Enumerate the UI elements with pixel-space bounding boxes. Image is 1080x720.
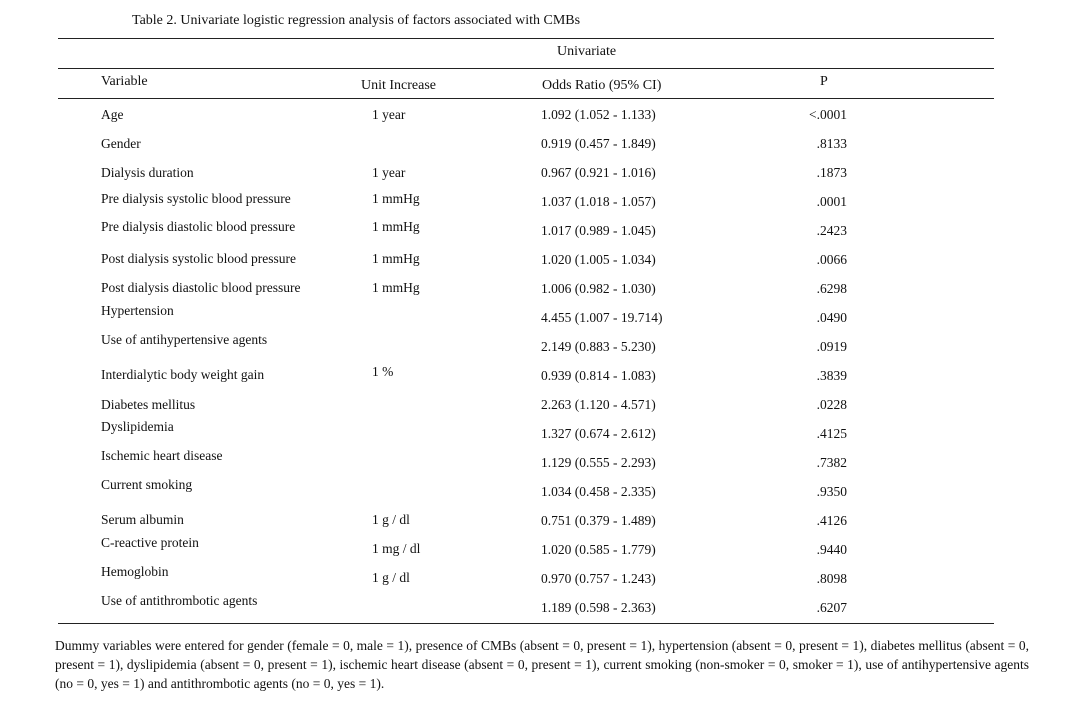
cell-variable: Use of antithrombotic agents — [101, 593, 258, 608]
cell-odds-ratio: 4.455 (1.007 - 19.714) — [541, 310, 663, 325]
cell-odds-ratio: 0.970 (0.757 - 1.243) — [541, 571, 656, 586]
cell-odds-ratio: 1.034 (0.458 - 2.335) — [541, 484, 656, 499]
cell-p-value: .4125 — [816, 426, 847, 441]
cell-odds-ratio: 0.751 (0.379 - 1.489) — [541, 513, 656, 528]
group-rule — [58, 68, 994, 69]
header-odds-ratio: Odds Ratio (95% CI) — [542, 78, 662, 93]
cell-variable: Dyslipidemia — [101, 419, 174, 434]
cell-variable: Post dialysis diastolic blood pressure — [101, 280, 301, 295]
cell-unit-increase: 1 mg / dl — [372, 541, 421, 556]
header-rule — [58, 98, 994, 99]
cell-p-value: .6298 — [816, 281, 847, 296]
cell-odds-ratio: 1.020 (0.585 - 1.779) — [541, 542, 656, 557]
cell-p-value: .4126 — [816, 513, 847, 528]
cell-variable: Pre dialysis systolic blood pressure — [101, 191, 291, 206]
cell-unit-increase: 1 g / dl — [372, 512, 410, 527]
cell-p-value: .1873 — [816, 165, 847, 180]
cell-variable: Hypertension — [101, 303, 174, 318]
cell-variable: Age — [101, 107, 124, 122]
cell-odds-ratio: 1.327 (0.674 - 2.612) — [541, 426, 656, 441]
cell-variable: Interdialytic body weight gain — [101, 367, 265, 382]
header-variable: Variable — [101, 74, 148, 89]
bottom-rule — [58, 623, 994, 624]
cell-p-value: <.0001 — [809, 107, 847, 122]
cell-unit-increase: 1 mmHg — [372, 191, 420, 206]
cell-p-value: .6207 — [816, 600, 847, 615]
header-unit-increase: Unit Increase — [361, 78, 437, 93]
cell-unit-increase: 1 mmHg — [372, 280, 420, 295]
cell-variable: Ischemic heart disease — [101, 448, 223, 463]
cell-variable: Diabetes mellitus — [101, 397, 196, 412]
cell-p-value: .0919 — [816, 339, 847, 354]
cell-variable: Pre dialysis diastolic blood pressure — [101, 219, 296, 234]
cell-p-value: .3839 — [816, 368, 847, 383]
cell-unit-increase: 1 year — [372, 165, 406, 180]
cell-odds-ratio: 1.189 (0.598 - 2.363) — [541, 600, 656, 615]
cell-unit-increase: 1 year — [372, 107, 406, 122]
cell-variable: Post dialysis systolic blood pressure — [101, 251, 296, 266]
cell-unit-increase: 1 mmHg — [372, 219, 420, 234]
table-footnote: Dummy variables were entered for gender (female = 0, male = 1), presence of CMBs (absent = 0, present = 1), hypertension (absent = 0, present = 1), diabetes mellitus (absent = 0, present = 1), dyslipidemia (absent = 0, present = 1), ischemic heart disease (absent = 0, present = 1), current smoking (non-smoker = 0, smoker = 1), use of antihypertensive agents (no = 0, yes = 1) and antithrombotic agents (no = 0, yes = 1). — [55, 638, 1029, 691]
table-caption: Table 2. Univariate logistic regression analysis of factors associated with CMBs — [132, 13, 581, 28]
group-header-univariate: Univariate — [557, 44, 617, 59]
cell-p-value: .0490 — [816, 310, 847, 325]
cell-p-value: .8133 — [816, 136, 847, 151]
cell-variable: Dialysis duration — [101, 165, 194, 180]
header-p: P — [820, 74, 828, 89]
cell-unit-increase: 1 g / dl — [372, 570, 410, 585]
cell-unit-increase: 1 mmHg — [372, 251, 420, 266]
cell-p-value: .9350 — [816, 484, 847, 499]
cell-odds-ratio: 1.129 (0.555 - 2.293) — [541, 455, 656, 470]
cell-odds-ratio: 1.017 (0.989 - 1.045) — [541, 223, 656, 238]
cell-odds-ratio: 1.092 (1.052 - 1.133) — [541, 107, 656, 122]
cell-variable: C-reactive protein — [101, 535, 199, 550]
cell-p-value: .0228 — [816, 397, 847, 412]
cell-odds-ratio: 0.967 (0.921 - 1.016) — [541, 165, 656, 180]
cell-odds-ratio: 1.020 (1.005 - 1.034) — [541, 252, 656, 267]
cell-p-value: .9440 — [816, 542, 847, 557]
cell-variable: Use of antihypertensive agents — [101, 332, 268, 347]
cell-odds-ratio: 1.037 (1.018 - 1.057) — [541, 194, 656, 209]
cell-unit-increase: 1 % — [372, 364, 394, 379]
cell-odds-ratio: 2.149 (0.883 - 5.230) — [541, 339, 656, 354]
cell-p-value: .0001 — [816, 194, 847, 209]
cell-variable: Serum albumin — [101, 512, 184, 527]
top-rule — [58, 38, 994, 39]
cell-p-value: .7382 — [816, 455, 847, 470]
cell-p-value: .8098 — [816, 571, 847, 586]
cell-p-value: .2423 — [816, 223, 847, 238]
cell-odds-ratio: 2.263 (1.120 - 4.571) — [541, 397, 656, 412]
cell-variable: Current smoking — [101, 477, 193, 492]
cell-variable: Hemoglobin — [101, 564, 169, 579]
cell-odds-ratio: 0.919 (0.457 - 1.849) — [541, 136, 656, 151]
cell-p-value: .0066 — [816, 252, 847, 267]
cell-variable: Gender — [101, 136, 141, 151]
cell-odds-ratio: 0.939 (0.814 - 1.083) — [541, 368, 656, 383]
cell-odds-ratio: 1.006 (0.982 - 1.030) — [541, 281, 656, 296]
